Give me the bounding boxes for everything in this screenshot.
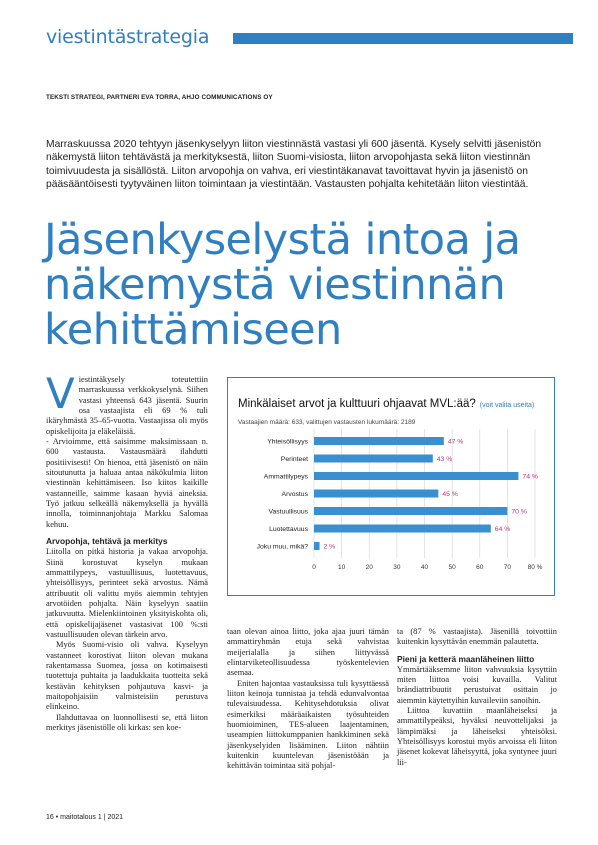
dropcap: V [46,369,75,418]
paragraph: Myös Suomi-visio oli vahva. Kyselyyn vastanneet korostivat liiton olevan mukana rakentamassa Suomea, jossa on kotimaisesti tuotettuja puhtaita ja laadukkaita tuotteita sekä kestävän kehityksen pohjautuva kasvi- ja maitopohjaisiin valmisteisiin perustuva elinkeino. [46,640,208,712]
section-bar [233,33,573,44]
x-tick-label: 50 [448,564,456,571]
data-label: 47 % [447,438,464,446]
paragraph: Liitolla on pitkä historia ja vakaa arvopohja. Siinä korostuvat kyselyn mukaan ammattilypeys, vastuullisuus, luotettavuus, yhteisöllisyys, perinteet sekä arvostus. Nämä attribuutit oli valittu myös aiemmin tehtyjen arvotöiden pohjalta. Näin kyselyyn saatiin jatkuvuutta. Mielenkiintoinen yksityiskohta oli, että opiskelijajäsenet vastasivat 100 %:sti vastuullisuuden olevan tärkein arvo. [46,547,208,639]
paragraph: Ymmärtääksemme liiton vahvuuksia kysyttiin miten liittoa voisi kuvailla. Valitut brändiattribuutit perustuivat osittain jo aiemmin käytettyihin kuvaileviin sanoihin. [397,664,557,705]
bar [314,490,438,498]
x-tick-label: 60 [476,564,484,571]
byline: TEKSTI STRATEGI, PARTNERI EVA TORRA, AHJO COMMUNICATIONS OY [46,94,273,101]
paragraph: Ilahduttavaa on luonnollisesti se, että liiton merkitys jäsenistölle oli kirkas: sen koe- [46,712,208,732]
paragraph [46,369,208,437]
category-label: Vastuullisuus [268,508,308,516]
category-label: Yhteisöllisyys [267,438,308,446]
headline: Jäsenkyselystä intoa ja näkemystä viestinnän kehittämiseen [44,215,521,355]
paragraph: Eniten hajontaa vastauksissa tuli kysyttäessä liiton keinoja tunnistaa ja tehdä edunvalvontaa tulevaisuudessa. Kehitysehdotuksia olivat esimerkiksi määräaikaisten työsuhteiden huomioiminen, TES-alueen laajentaminen, useampien liittokumppanien hankkiminen sekä jäsenkyselyiden lisääminen. Liiton nähtiin kuitenkin kuuntelevan jäsenistöään ja kehittävän toimintaa sitä pohjal- [227,678,389,771]
x-tick-label: 0 [312,564,316,571]
paragraph: ta (87 % vastaajista). Jäsenillä toivottiin kuitenkin kysyttävän enemmän palautetta. [397,627,557,647]
category-label: Luotettavuus [269,525,308,533]
category-label: Ammattilypeys [263,473,308,481]
chart-title-text: Minkälaiset arvot ja kulttuuri ohjaavat MVL:ää? [238,398,476,410]
data-label: 70 % [511,508,527,516]
chart-subtitle: (voit valita useita) [479,402,535,409]
paragraph: - Arvioimme, että saisimme maksimissaan n. 600 vastausta. Vastausmäärä ilahdutti positiivisesti! On hienoa, että jäsenistö on näin sitoutunutta ja haluaa antaa näkökulmia liiton viestinnän kehittämiseen. Iso kiitos kaikille vastanneille, saimme kasaan hyviä aineksia. Työ jatkuu selkeällä näkemyksellä ja hyvällä innolla, toiminnanjohtaja Markku Salomaa kehuu. [46,437,208,529]
paragraph-text: iestintäkysely toteutettiin marraskuussa verkkokyselynä. Siihen vastasi yhteensä 643 jäsentä. Suurin osa vastaajista eli 69 % tuli ikäryhmästä 35–65-vuotta. Vastaajissa oli myös opiskelijoita ja eläkeläisiä. [46,375,208,436]
bar [314,525,491,533]
category-label: Perinteet [280,455,308,463]
x-tick-label: 40 [420,564,429,571]
x-tick-label: 80 % [527,564,543,571]
x-tick-label: 70 [503,564,511,571]
data-label: 2 % [323,543,336,551]
x-tick-label: 20 [365,564,373,571]
x-tick-label: 30 [393,564,401,571]
paragraph: Liittoa kuvattiin maanläheiseksi ja ammattilypeäksi, hyväksi neuvottelijaksi ja lämpimäksi ja läheiseksi yhteisöksi. Yhteisöllisyys korostui myös arvoissa eli liiton jäsenet kokevat läheisyyttä, joka syntynee juuri lii- [397,706,557,767]
bar [314,472,518,480]
data-label: 64 % [494,526,511,534]
chart-note: Vastaajien määrä: 633, valittujen vastausten lukumäärä: 2189 [238,419,416,426]
x-tick-label: 10 [338,564,346,571]
category-label: Joku muu, mikä? [256,543,308,551]
article-column-3 [397,627,557,768]
article-column-2 [227,627,389,772]
paragraph: taan olevan ainoa liitto, joka ajaa juuri tämän ammattiryhmän etuja sekä vahvistaa meijerialalla ja siihen liittyvässä elintarviketeollisuudessa työskentelevien asemaa. [227,627,389,678]
section-label: viestintästrategia [46,26,210,48]
subheading: Arvopohja, tehtävä ja merkitys [46,536,168,547]
bar-chart [228,378,556,597]
category-label: Arvostus [281,490,308,498]
intro-paragraph: Marraskuussa 2020 tehtyyn jäsenkyselyyn liiton viestinnästä vastasi yli 600 jäsentä. Kysely selvitti jäsenistön näkemystä liiton tehtävästä ja merkityksestä, liiton Suomi-visiosta, liiton arvopohjasta sekä liiton viestinnän toimivuudesta ja sisällöstä. Liiton arvopohja on vahva, eri viestintäkanavat tavoittavat hyvin ja jäsenistö on pääsääntöisesti tyytyväinen liiton toimintaan ja viestintään. Vastausten pohjalta kehitetään liiton viestintää. [46,139,542,190]
data-label: 45 % [442,491,458,499]
page-footer: 16 • maitotalous 1 | 2021 [46,814,124,821]
chart-box [227,377,555,596]
data-label: 43 % [436,456,453,464]
bar [314,437,444,445]
data-label: 74 % [522,473,538,481]
bar [314,455,433,463]
bar [314,542,320,550]
article-column-1 [46,369,208,733]
bar [314,507,507,515]
subheading: Pieni ja ketterä maanläheinen liitto [397,653,535,664]
